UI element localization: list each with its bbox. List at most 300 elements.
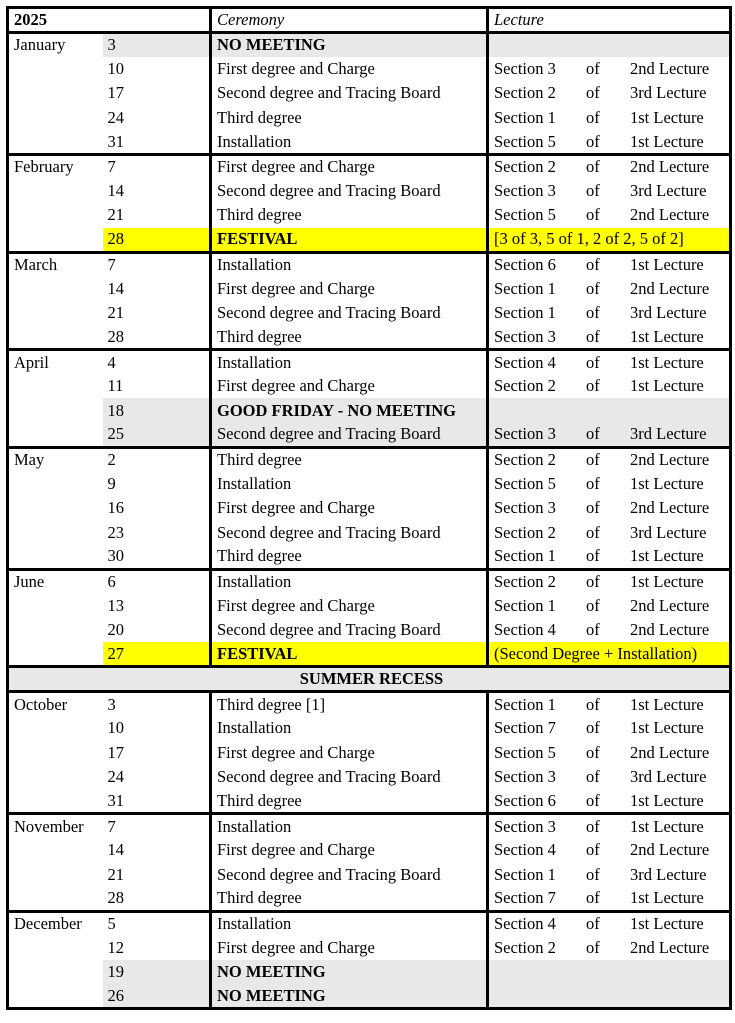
month-cell: [8, 984, 103, 1008]
lecture-section: Section 2: [494, 522, 556, 542]
day-cell: 14: [107, 181, 124, 201]
month-cell: [8, 57, 103, 81]
lecture-of: of: [586, 83, 600, 103]
lecture-number: 1st Lecture: [630, 376, 704, 396]
schedule-row: [8, 496, 731, 520]
month-cell: May: [8, 447, 103, 471]
ceremony-cell: First degree and Charge: [211, 57, 488, 81]
schedule-row: [8, 618, 731, 642]
lecture-number: 1st Lecture: [630, 694, 704, 714]
schedule-row: [8, 740, 731, 764]
lecture-number: 2nd Lecture: [630, 840, 710, 860]
schedule-row: [8, 130, 731, 154]
summer-recess-label: SUMMER RECESS: [8, 667, 731, 692]
lecture-number: 1st Lecture: [630, 914, 704, 934]
lecture-number: 3rd Lecture: [630, 302, 707, 322]
lecture-of: of: [586, 546, 600, 566]
lecture-section: Section 4: [494, 352, 556, 372]
lecture-section: Section 3: [494, 816, 556, 836]
lecture-of: of: [586, 816, 600, 836]
month-cell: June: [8, 569, 103, 593]
day-cell: 18: [103, 398, 211, 422]
lecture-of: of: [586, 572, 600, 592]
lecture-number: 1st Lecture: [630, 473, 704, 493]
month-cell: February: [8, 154, 103, 178]
schedule-row: [8, 276, 731, 300]
schedule-row: [8, 179, 731, 203]
ceremony-cell: Installation: [211, 350, 488, 374]
day-cell: 14: [107, 840, 124, 860]
lecture-cell: [488, 106, 731, 130]
lecture-of: of: [586, 888, 600, 908]
day-cell: 3: [103, 692, 211, 716]
schedule-row: [8, 106, 731, 130]
lecture-number: 2nd Lecture: [630, 620, 710, 640]
lecture-section: Section 1: [494, 595, 556, 615]
schedule-row: [8, 716, 731, 740]
ceremony-heading: Ceremony: [211, 8, 488, 33]
lecture-cell: [488, 569, 731, 593]
lecture-number: 1st Lecture: [630, 718, 704, 738]
schedule-row: [8, 374, 731, 398]
month-cell: [8, 887, 103, 911]
day-cell: 21: [107, 205, 124, 225]
lecture-section: Section 1: [494, 864, 556, 884]
lecture-of: of: [586, 59, 600, 79]
day-cell: 20: [107, 620, 124, 640]
schedule-body: [8, 8, 731, 1009]
lecture-of: of: [586, 864, 600, 884]
day-cell: 7: [103, 814, 211, 838]
lecture-number: 2nd Lecture: [630, 742, 710, 762]
lecture-section: Section 3: [494, 181, 556, 201]
month-cell: [8, 862, 103, 886]
lecture-of: of: [586, 620, 600, 640]
day-cell: 28: [107, 888, 124, 908]
lecture-of: of: [586, 181, 600, 201]
month-cell: [8, 838, 103, 862]
lecture-cell: [488, 692, 731, 716]
month-cell: [8, 618, 103, 642]
lecture-section: Section 2: [494, 937, 556, 957]
lecture-of: of: [586, 450, 600, 470]
month-cell: [8, 593, 103, 617]
ceremony-cell: Second degree and Tracing Board: [211, 520, 488, 544]
month-cell: [8, 789, 103, 813]
ceremony-cell: First degree and Charge: [211, 374, 488, 398]
ceremony-cell: Installation: [211, 569, 488, 593]
lecture-section: Section 4: [494, 620, 556, 640]
lecture-section: Section 5: [494, 131, 556, 151]
ceremony-cell: Third degree: [211, 203, 488, 227]
month-cell: November: [8, 814, 103, 838]
schedule-row: [8, 398, 731, 422]
ceremony-cell: NO MEETING: [211, 984, 488, 1008]
day-cell: 5: [103, 911, 211, 935]
lecture-number: 3rd Lecture: [630, 181, 707, 201]
lecture-number: 1st Lecture: [630, 572, 704, 592]
day-cell: 17: [107, 742, 124, 762]
ceremony-cell: Third degree: [211, 887, 488, 911]
month-cell: [8, 545, 103, 569]
day-cell: 30: [107, 546, 124, 566]
lecture-number: 1st Lecture: [630, 352, 704, 372]
day-cell: 24: [107, 107, 124, 127]
schedule-row: [8, 960, 731, 984]
lecture-cell: [488, 496, 731, 520]
schedule-row: [8, 569, 731, 593]
day-cell: 17: [107, 83, 124, 103]
lecture-cell: [488, 130, 731, 154]
ceremony-cell: Installation: [211, 252, 488, 276]
day-cell: 28: [103, 228, 211, 252]
schedule-row: [8, 520, 731, 544]
lecture-cell: [488, 301, 731, 325]
ceremony-cell: FESTIVAL: [211, 228, 488, 252]
day-cell: 4: [103, 350, 211, 374]
ceremony-cell: Installation: [211, 911, 488, 935]
lecture-section: Section 5: [494, 205, 556, 225]
lecture-of: of: [586, 914, 600, 934]
day-cell: 9: [107, 473, 116, 493]
day-cell: 31: [107, 790, 124, 810]
schedule-row: [8, 301, 731, 325]
lecture-of: of: [586, 352, 600, 372]
schedule-row: [8, 33, 731, 57]
month-cell: [8, 765, 103, 789]
lecture-section: Section 4: [494, 914, 556, 934]
lecture-section: Section 5: [494, 473, 556, 493]
day-cell: 6: [103, 569, 211, 593]
lecture-number: 2nd Lecture: [630, 205, 710, 225]
lecture-section: Section 1: [494, 107, 556, 127]
day-cell: 31: [107, 131, 124, 151]
lecture-of: of: [586, 718, 600, 738]
schedule-row: [8, 252, 731, 276]
day-cell: 3: [103, 33, 211, 57]
month-cell: [8, 423, 103, 447]
lecture-section: Section 6: [494, 790, 556, 810]
lecture-of: of: [586, 107, 600, 127]
schedule-row: [8, 593, 731, 617]
meeting-schedule-table: [6, 6, 732, 1010]
day-cell: 7: [103, 252, 211, 276]
month-cell: [8, 301, 103, 325]
month-cell: [8, 276, 103, 300]
ceremony-cell: NO MEETING: [211, 960, 488, 984]
lecture-of: of: [586, 157, 600, 177]
lecture-cell: [488, 765, 731, 789]
month-cell: October: [8, 692, 103, 716]
month-cell: [8, 203, 103, 227]
lecture-cell: [488, 618, 731, 642]
lecture-cell: [488, 423, 731, 447]
lecture-cell: [488, 936, 731, 960]
schedule-row: [8, 81, 731, 105]
day-cell: 23: [107, 522, 124, 542]
month-cell: [8, 642, 103, 666]
ceremony-cell: Second degree and Tracing Board: [211, 301, 488, 325]
lecture-cell: [488, 862, 731, 886]
lecture-number: 2nd Lecture: [630, 595, 710, 615]
lecture-number: 1st Lecture: [630, 326, 704, 346]
lecture-cell: [488, 472, 731, 496]
lecture-section: Section 2: [494, 157, 556, 177]
ceremony-cell: NO MEETING: [211, 33, 488, 57]
lecture-number: 2nd Lecture: [630, 157, 710, 177]
month-cell: [8, 496, 103, 520]
lecture-number: 1st Lecture: [630, 888, 704, 908]
day-cell: 12: [107, 937, 124, 957]
lecture-number: 3rd Lecture: [630, 522, 707, 542]
day-cell: 21: [107, 864, 124, 884]
ceremony-cell: Installation: [211, 130, 488, 154]
month-cell: January: [8, 33, 103, 57]
lecture-cell: [488, 154, 731, 178]
schedule-row: [8, 228, 731, 252]
lecture-section: Section 2: [494, 83, 556, 103]
lecture-cell: [488, 740, 731, 764]
schedule-row: [8, 545, 731, 569]
day-cell: 10: [107, 59, 124, 79]
day-cell: 16: [107, 498, 124, 518]
day-cell: 27: [103, 642, 211, 666]
lecture-number: 1st Lecture: [630, 254, 704, 274]
ceremony-cell: First degree and Charge: [211, 740, 488, 764]
lecture-cell: [488, 960, 731, 984]
ceremony-cell: First degree and Charge: [211, 276, 488, 300]
lecture-section: Section 1: [494, 302, 556, 322]
schedule-row: [8, 447, 731, 471]
lecture-cell: [488, 789, 731, 813]
schedule-row: [8, 423, 731, 447]
lecture-section: Section 6: [494, 254, 556, 274]
month-cell: [8, 130, 103, 154]
schedule-row: [8, 350, 731, 374]
ceremony-cell: FESTIVAL: [211, 642, 488, 666]
day-cell: 19: [103, 960, 211, 984]
lecture-section: Section 4: [494, 840, 556, 860]
month-cell: [8, 960, 103, 984]
lecture-of: of: [586, 840, 600, 860]
month-cell: [8, 716, 103, 740]
lecture-of: of: [586, 742, 600, 762]
lecture-cell: [488, 57, 731, 81]
lecture-of: of: [586, 205, 600, 225]
month-cell: [8, 179, 103, 203]
schedule-row: [8, 765, 731, 789]
lecture-cell: [488, 179, 731, 203]
month-cell: [8, 228, 103, 252]
month-cell: December: [8, 911, 103, 935]
lecture-of: of: [586, 131, 600, 151]
lecture-cell: [488, 887, 731, 911]
lecture-number: 2nd Lecture: [630, 498, 710, 518]
lecture-section: Section 2: [494, 572, 556, 592]
ceremony-cell: Installation: [211, 472, 488, 496]
lecture-number: 1st Lecture: [630, 107, 704, 127]
lecture-cell: [488, 838, 731, 862]
schedule-row: [8, 887, 731, 911]
lecture-section: Section 7: [494, 888, 556, 908]
lecture-section: Section 1: [494, 694, 556, 714]
lecture-number: 1st Lecture: [630, 816, 704, 836]
ceremony-cell: Third degree: [211, 545, 488, 569]
month-cell: [8, 520, 103, 544]
lecture-section: Section 2: [494, 376, 556, 396]
ceremony-cell: Second degree and Tracing Board: [211, 179, 488, 203]
lecture-cell: [488, 520, 731, 544]
day-cell: 21: [107, 302, 124, 322]
day-cell: 28: [107, 326, 124, 346]
lecture-number: 3rd Lecture: [630, 83, 707, 103]
day-cell: 25: [103, 423, 211, 447]
lecture-of: of: [586, 424, 600, 444]
ceremony-cell: Third degree: [211, 325, 488, 349]
month-cell: [8, 740, 103, 764]
ceremony-cell: Third degree [1]: [211, 692, 488, 716]
lecture-of: of: [586, 937, 600, 957]
lecture-section: Section 3: [494, 326, 556, 346]
ceremony-cell: Third degree: [211, 447, 488, 471]
lecture-cell: [488, 984, 731, 1008]
header-row: [8, 8, 731, 33]
lecture-of: of: [586, 498, 600, 518]
lecture-of: of: [586, 302, 600, 322]
ceremony-cell: Third degree: [211, 789, 488, 813]
day-cell: 10: [107, 718, 124, 738]
lecture-cell: [488, 447, 731, 471]
month-cell: [8, 472, 103, 496]
day-cell: 7: [103, 154, 211, 178]
lecture-section: Section 2: [494, 450, 556, 470]
lecture-number: 2nd Lecture: [630, 278, 710, 298]
ceremony-cell: First degree and Charge: [211, 154, 488, 178]
lecture-heading: Lecture: [488, 8, 731, 33]
lecture-of: of: [586, 522, 600, 542]
lecture-cell: [488, 374, 731, 398]
schedule-row: [8, 154, 731, 178]
lecture-cell: [488, 593, 731, 617]
lecture-cell: [3 of 3, 5 of 1, 2 of 2, 5 of 2]: [488, 228, 731, 252]
month-cell: [8, 374, 103, 398]
schedule-row: [8, 642, 731, 666]
schedule-row: [8, 814, 731, 838]
day-cell: 14: [107, 278, 124, 298]
lecture-of: of: [586, 694, 600, 714]
lecture-number: 2nd Lecture: [630, 59, 710, 79]
month-cell: [8, 81, 103, 105]
day-cell: 13: [107, 595, 124, 615]
lecture-of: of: [586, 326, 600, 346]
day-cell: 2: [103, 447, 211, 471]
lecture-of: of: [586, 473, 600, 493]
lecture-cell: [488, 276, 731, 300]
lecture-section: Section 3: [494, 59, 556, 79]
day-cell: 26: [103, 984, 211, 1008]
lecture-of: of: [586, 790, 600, 810]
lecture-cell: [488, 545, 731, 569]
ceremony-cell: First degree and Charge: [211, 936, 488, 960]
lecture-section: Section 3: [494, 498, 556, 518]
ceremony-cell: GOOD FRIDAY - NO MEETING: [211, 398, 488, 422]
lecture-number: 1st Lecture: [630, 790, 704, 810]
ceremony-cell: First degree and Charge: [211, 838, 488, 862]
lecture-cell: [488, 81, 731, 105]
lecture-section: Section 5: [494, 742, 556, 762]
ceremony-cell: Third degree: [211, 106, 488, 130]
lecture-cell: [488, 350, 731, 374]
lecture-cell: [488, 252, 731, 276]
ceremony-cell: Second degree and Tracing Board: [211, 618, 488, 642]
lecture-number: 2nd Lecture: [630, 937, 710, 957]
lecture-number: 2nd Lecture: [630, 450, 710, 470]
lecture-section: Section 3: [494, 767, 556, 787]
lecture-cell: [488, 716, 731, 740]
schedule-row: [8, 789, 731, 813]
ceremony-cell: First degree and Charge: [211, 496, 488, 520]
lecture-cell: [488, 325, 731, 349]
month-cell: [8, 325, 103, 349]
schedule-row: [8, 984, 731, 1008]
schedule-row: [8, 325, 731, 349]
lecture-section: Section 1: [494, 546, 556, 566]
lecture-cell: [488, 814, 731, 838]
schedule-row: [8, 692, 731, 716]
ceremony-cell: Installation: [211, 716, 488, 740]
schedule-row: [8, 862, 731, 886]
schedule-row: [8, 472, 731, 496]
ceremony-cell: First degree and Charge: [211, 593, 488, 617]
lecture-cell: [488, 33, 731, 57]
month-cell: [8, 106, 103, 130]
lecture-number: 3rd Lecture: [630, 767, 707, 787]
lecture-of: of: [586, 278, 600, 298]
year-heading: 2025: [8, 8, 211, 33]
month-cell: [8, 398, 103, 422]
month-cell: March: [8, 252, 103, 276]
schedule-row: [8, 838, 731, 862]
lecture-cell: [488, 911, 731, 935]
lecture-number: 3rd Lecture: [630, 424, 707, 444]
month-cell: [8, 936, 103, 960]
lecture-section: Section 1: [494, 278, 556, 298]
lecture-number: 3rd Lecture: [630, 864, 707, 884]
lecture-section: Section 3: [494, 424, 556, 444]
day-cell: 11: [107, 376, 124, 396]
month-cell: April: [8, 350, 103, 374]
lecture-number: 1st Lecture: [630, 546, 704, 566]
schedule-row: [8, 203, 731, 227]
lecture-number: 1st Lecture: [630, 131, 704, 151]
ceremony-cell: Second degree and Tracing Board: [211, 862, 488, 886]
lecture-of: of: [586, 376, 600, 396]
day-cell: 24: [107, 767, 124, 787]
lecture-of: of: [586, 767, 600, 787]
ceremony-cell: Installation: [211, 814, 488, 838]
lecture-cell: (Second Degree + Installation): [488, 642, 731, 666]
lecture-of: of: [586, 595, 600, 615]
lecture-cell: [488, 398, 731, 422]
lecture-section: Section 7: [494, 718, 556, 738]
ceremony-cell: Second degree and Tracing Board: [211, 765, 488, 789]
lecture-of: of: [586, 254, 600, 274]
ceremony-cell: Second degree and Tracing Board: [211, 423, 488, 447]
schedule-row: [8, 57, 731, 81]
lecture-cell: [488, 203, 731, 227]
schedule-row: [8, 911, 731, 935]
summer-recess-row: [8, 667, 731, 692]
